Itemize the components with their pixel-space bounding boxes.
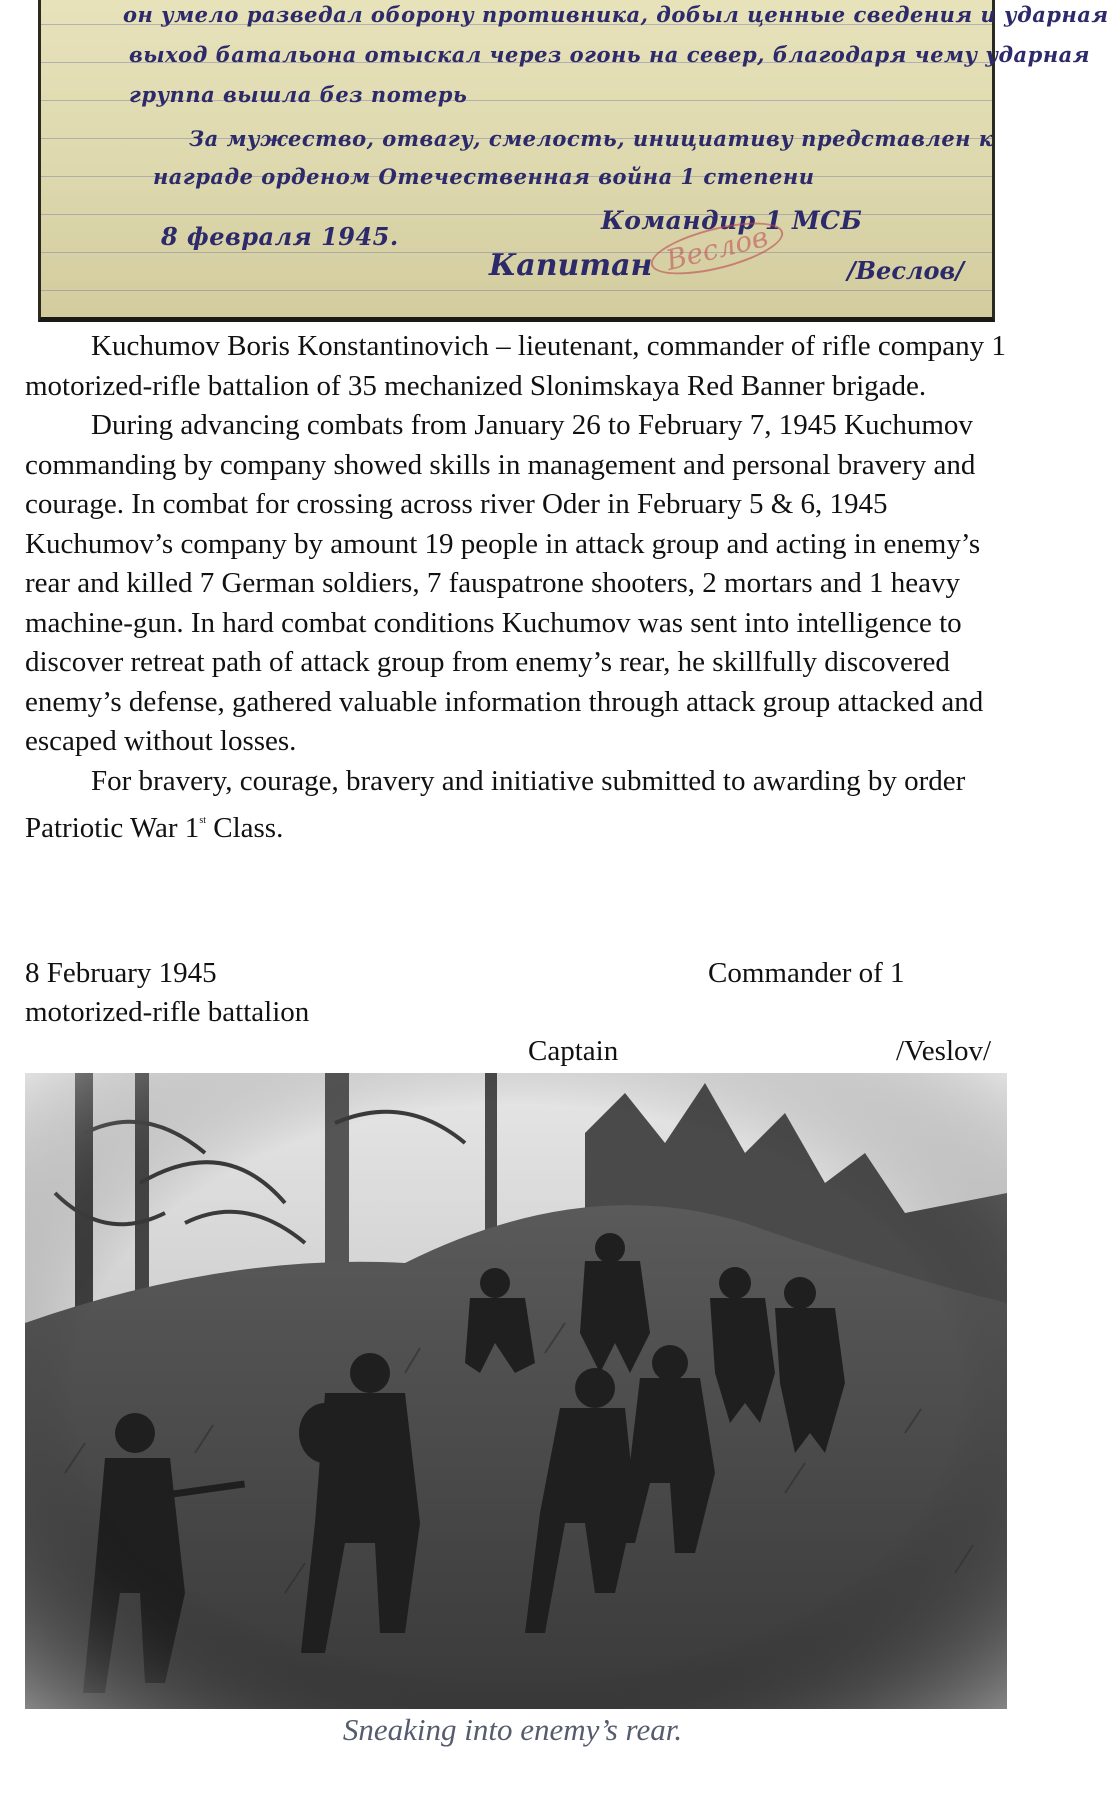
- ink-signature-stamp: Веслов: [646, 212, 788, 285]
- handwritten-name: /Веслов/: [847, 256, 965, 285]
- award-text-end: Class.: [205, 812, 284, 844]
- award-superscript: st: [199, 815, 206, 826]
- handwritten-line-2: выход батальона отыскал через огонь на север, благодаря чему ударная: [129, 42, 1090, 67]
- signature-commander: Commander of 1: [708, 957, 905, 989]
- handwritten-commander: Командир 1 МСБ: [601, 206, 863, 235]
- photo-caption: Sneaking into enemy’s rear.: [342, 1712, 683, 1747]
- signature-date: 8 February 1945: [25, 957, 217, 989]
- signature-battalion: motorized-rifle battalion: [25, 996, 310, 1028]
- translation-paragraph-award: [25, 762, 1007, 849]
- handwritten-line-1: он умело разведал оборону противника, добыл ценные сведения и ударная: [123, 2, 1109, 27]
- handwritten-award-document: [38, 0, 1109, 322]
- handwritten-line-3: группа вышла без потерь: [129, 82, 468, 107]
- translation-text: [25, 327, 1007, 849]
- translation-paragraph-intro: Kuchumov Boris Konstantinovich – lieutenant, commander of rifle company 1 motorized-rifle battalion of 35 mechanized Slonimskaya Red Banner brigade.: [25, 330, 1006, 402]
- handwritten-line-4: За мужество, отвагу, смелость, инициативу представлен к: [189, 126, 994, 151]
- signature-rank: Captain: [528, 1035, 619, 1067]
- handwritten-line-5: награде орденом Отечественная война 1 степени: [153, 164, 815, 189]
- award-text: For bravery, courage, bravery and initiative submitted to awarding by order Patriotic War 1: [25, 764, 966, 844]
- handwritten-date: 8 февраля 1945.: [161, 222, 399, 251]
- signature-name: /Veslov/: [896, 1035, 992, 1067]
- handwritten-rank: Капитан: [489, 248, 653, 283]
- translation-paragraph-combat: During advancing combats from January 26 to February 7, 1945 Kuchumov commanding by company showed skills in management and personal bravery and courage. In combat for crossing across river Oder in February 5 & 6, 1945 Kuchumov’s company by amount 19 people in attack group and acting in enemy’s rear and killed 7 German soldiers, 7 fauspatrone shooters, 2 mortars and 1 heavy machine-gun. In hard combat conditions Kuchumov was sent into intelligence to discover retreat path of attack group from enemy’s rear, he skillfully discovered enemy’s defense, gathered valuable information through attack group attacked and escaped without losses.: [25, 409, 984, 757]
- soldiers-photo: [25, 1073, 1007, 1709]
